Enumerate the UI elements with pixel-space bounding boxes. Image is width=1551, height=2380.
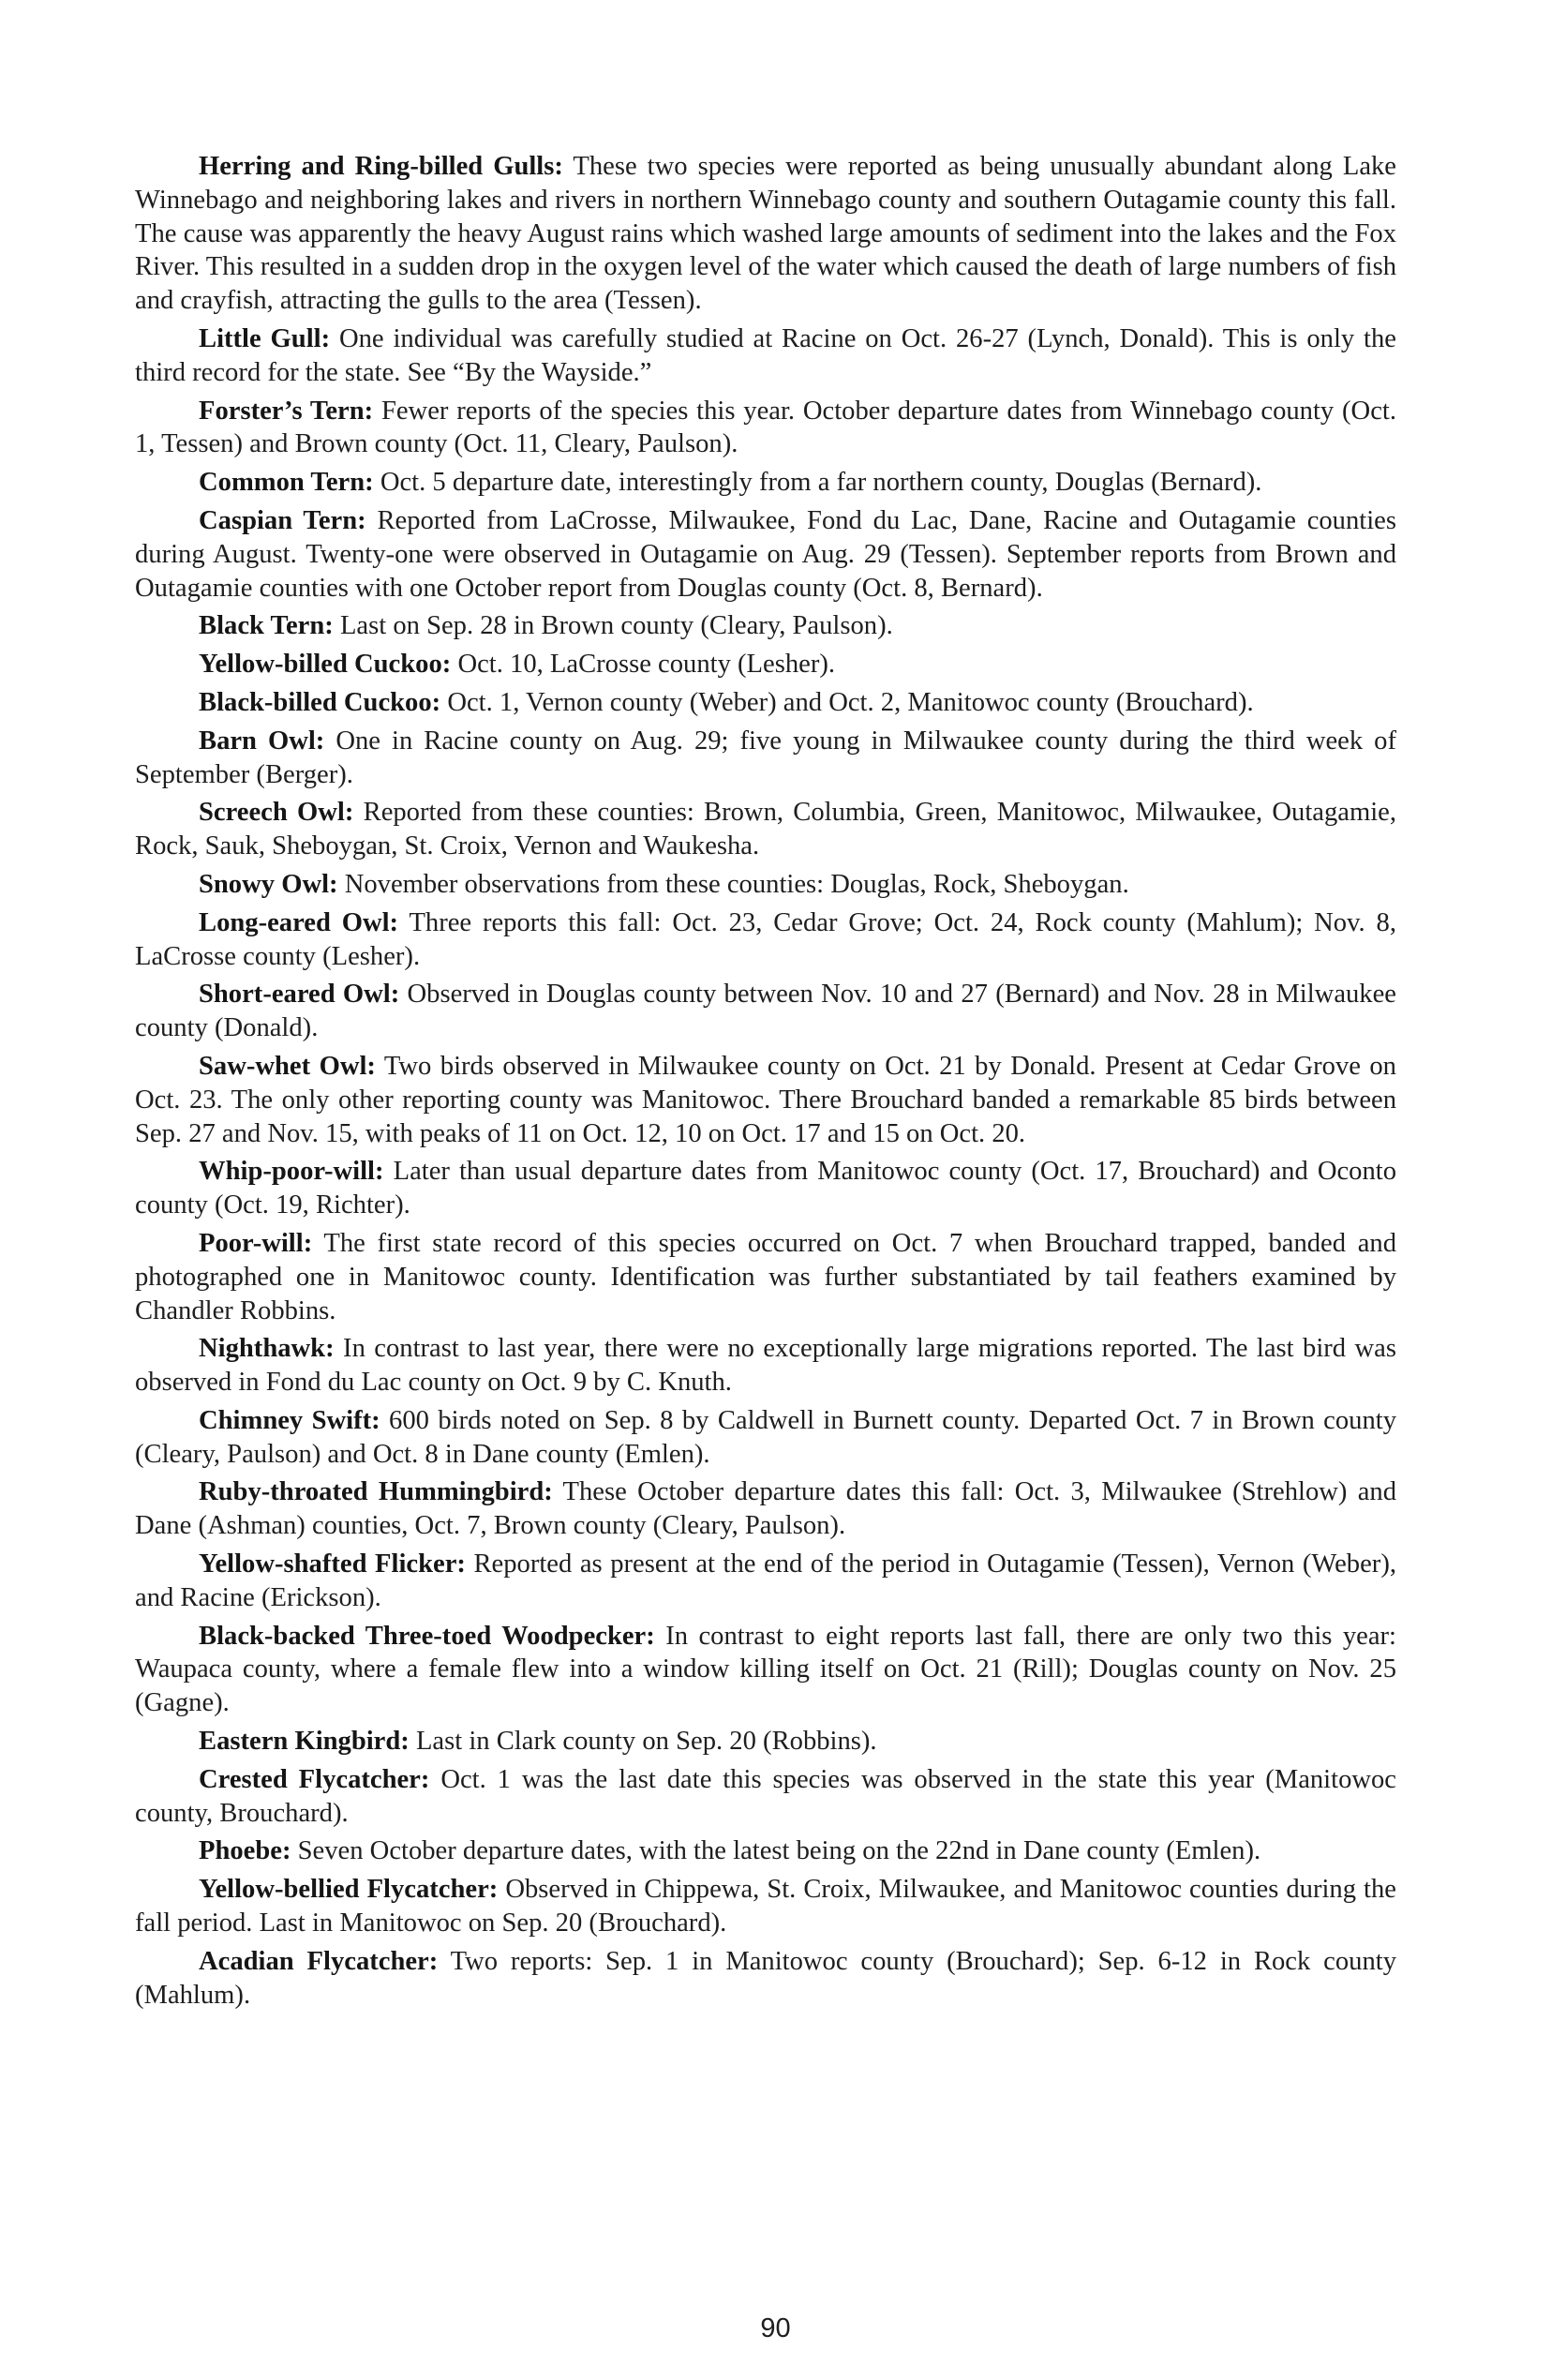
species-note: The first state record of this species occurred on Oct. 7 when Brouchard trapped, banded and photographed one in Manitowoc county. Identification was further substantiated by tail feathers examined by Chandler Robbins.: [135, 1228, 1396, 1325]
species-entry: [135, 648, 1396, 681]
species-note: In contrast to eight reports last fall, there are only two this year: Waupaca county, where a female flew into a window killing itself on Oct. 21 (Rill); Douglas county on Nov. 25 (Gagne).: [135, 1621, 1396, 1718]
species-entry: [135, 1763, 1396, 1831]
species-entry: [135, 1227, 1396, 1327]
species-note: Observed in Douglas county between Nov. 10 and 27 (Bernard) and Nov. 28 in Milwaukee county (Donald).: [135, 980, 1396, 1043]
species-entry: [135, 1725, 1396, 1759]
species-entry: [135, 1945, 1396, 2013]
species-name: Black-backed Three-toed Woodpecker:: [199, 1621, 655, 1651]
species-entry: [135, 978, 1396, 1045]
species-name: Little Gull:: [199, 323, 331, 353]
species-note: One individual was carefully studied at Racine on Oct. 26-27 (Lynch, Donald). This is only the third record for the state. See “By the Wayside.”: [135, 323, 1396, 387]
species-entry: [135, 1620, 1396, 1720]
species-note: In contrast to last year, there were no exceptionally large migrations reported. The last bird was observed in Fond du Lac county on Oct. 9 by C. Knuth.: [135, 1334, 1396, 1398]
species-note: Reported from these counties: Brown, Columbia, Green, Manitowoc, Milwaukee, Outagamie, Rock, Sauk, Sheboygan, St. Croix, Vernon and Waukesha.: [135, 798, 1396, 861]
species-note: Later than usual departure dates from Manitowoc county (Oct. 17, Brouchard) and Oconto county (Oct. 19, Richter).: [135, 1157, 1396, 1220]
species-note: Reported from LaCrosse, Milwaukee, Fond du Lac, Dane, Racine and Outagamie counties during August. Twenty-one were observed in Outagamie on Aug. 29 (Tessen). September reports from Brown and Outagamie counties with one October report from Douglas county (Oct. 8, Bernard).: [135, 505, 1396, 603]
species-note: Observed in Chippewa, St. Croix, Milwaukee, and Manitowoc counties during the fall period. Last in Manitowoc on Sep. 20 (Brouchard).: [135, 1875, 1396, 1938]
species-name: Saw-whet Owl:: [199, 1051, 376, 1081]
species-entry: [135, 868, 1396, 902]
species-entry: [135, 609, 1396, 643]
species-note: Oct. 5 departure date, interestingly from a far northern county, Douglas (Bernard).: [380, 468, 1262, 498]
species-name: Ruby-throated Hummingbird:: [199, 1477, 553, 1507]
species-name: Barn Owl:: [199, 726, 325, 756]
species-entry: [135, 466, 1396, 500]
species-note: These October departure dates this fall: Oct. 3, Milwaukee (Strehlow) and Dane (Ashman) counties, Oct. 7, Brown county (Cleary, Paulson).: [135, 1477, 1396, 1541]
species-name: Yellow-shafted Flicker:: [199, 1549, 466, 1579]
species-entry: [135, 796, 1396, 863]
species-entry: [135, 1873, 1396, 1940]
species-note: Fewer reports of the species this year. October departure dates from Winnebago county (Oct. 1, Tessen) and Brown county (Oct. 11, Cleary, Paulson).: [135, 396, 1396, 459]
species-note: Seven October departure dates, with the latest being on the 22nd in Dane county (Emlen).: [297, 1836, 1261, 1866]
species-note: Two reports: Sep. 1 in Manitowoc county (Brouchard); Sep. 6-12 in Rock county (Mahlum).: [135, 1946, 1396, 2010]
species-name: Snowy Owl:: [199, 869, 338, 899]
page-body: [135, 150, 1396, 2016]
species-name: Black Tern:: [199, 611, 334, 641]
species-note: 600 birds noted on Sep. 8 by Caldwell in Burnett county. Departed Oct. 7 in Brown county (Cleary, Paulson) and Oct. 8 in Dane county (Emlen).: [135, 1405, 1397, 1469]
species-name: Long-eared Owl:: [199, 907, 399, 937]
species-note: Last in Clark county on Sep. 20 (Robbins).: [415, 1727, 877, 1757]
species-name: Acadian Flycatcher:: [199, 1946, 439, 1976]
species-name: Whip-poor-will:: [199, 1157, 384, 1187]
species-note: November observations from these counties: Douglas, Rock, Sheboygan.: [344, 869, 1129, 899]
species-entry: [135, 395, 1396, 462]
species-name: Caspian Tern:: [199, 505, 366, 535]
species-name: Common Tern:: [199, 468, 374, 498]
species-entry: [135, 1332, 1396, 1400]
species-note: These two species were reported as being unusually abundant along Lake Winnebago and neighboring lakes and rivers in northern Winnebago county and southern Outagamie county this fall. The cause was apparently the heavy August rains which washed large amounts of sediment into the lakes and the Fox River. This resulted in a sudden drop in the oxygen level of the water which caused the death of large numbers of fish and crayfish, attracting the gulls to the area (Tessen).: [135, 152, 1396, 316]
species-entry: [135, 504, 1396, 605]
species-note: Reported as present at the end of the period in Outagamie (Tessen), Vernon (Weber), and Racine (Erickson).: [135, 1549, 1396, 1612]
species-name: Nighthawk:: [199, 1334, 335, 1364]
species-entry: [135, 1548, 1396, 1615]
species-note: Last on Sep. 28 in Brown county (Cleary, Paulson).: [339, 611, 893, 641]
species-entry: [135, 906, 1396, 974]
species-entry: [135, 150, 1396, 318]
species-entry: [135, 1155, 1396, 1222]
species-name: Poor-will:: [199, 1228, 313, 1258]
species-name: Crested Flycatcher:: [199, 1764, 430, 1794]
species-name: Eastern Kingbird:: [199, 1727, 410, 1757]
species-name: Black-billed Cuckoo:: [199, 687, 441, 717]
species-note: One in Racine county on Aug. 29; five young in Milwaukee county during the third week of September (Berger).: [135, 726, 1397, 789]
species-name: Chimney Swift:: [199, 1405, 380, 1435]
species-entry: [135, 1475, 1396, 1543]
species-note: Oct. 1 was the last date this species was observed in the state this year (Manitowoc county, Brouchard).: [135, 1764, 1396, 1828]
species-entry: [135, 725, 1396, 792]
species-name: Herring and Ring-billed Gulls:: [199, 152, 563, 181]
species-entry: [135, 322, 1396, 390]
species-name: Short-eared Owl:: [199, 980, 400, 1010]
species-note: Oct. 10, LaCrosse county (Lesher).: [457, 650, 836, 680]
species-note: Two birds observed in Milwaukee county on Oct. 21 by Donald. Present at Cedar Grove on Oct. 23. The only other reporting county was Manitowoc. There Brouchard banded a remarkable 85 birds between Sep. 27 and Nov. 15, with peaks of 11 on Oct. 12, 10 on Oct. 17 and 15 on Oct. 20.: [135, 1051, 1396, 1148]
species-name: Phoebe:: [199, 1836, 291, 1866]
species-name: Yellow-bellied Flycatcher:: [199, 1875, 499, 1905]
species-entry: [135, 1834, 1396, 1868]
species-name: Forster’s Tern:: [199, 396, 374, 426]
species-note: Oct. 1, Vernon county (Weber) and Oct. 2, Manitowoc county (Brouchard).: [447, 687, 1254, 717]
species-name: Screech Owl:: [199, 798, 354, 828]
species-entry: [135, 686, 1396, 720]
species-entry: [135, 1404, 1396, 1472]
species-entry: [135, 1050, 1396, 1150]
page-number: 90: [760, 2313, 791, 2343]
species-name: Yellow-billed Cuckoo:: [199, 650, 452, 680]
species-note: Three reports this fall: Oct. 23, Cedar Grove; Oct. 24, Rock county (Mahlum); Nov. 8, LaCrosse county (Lesher).: [135, 907, 1397, 971]
